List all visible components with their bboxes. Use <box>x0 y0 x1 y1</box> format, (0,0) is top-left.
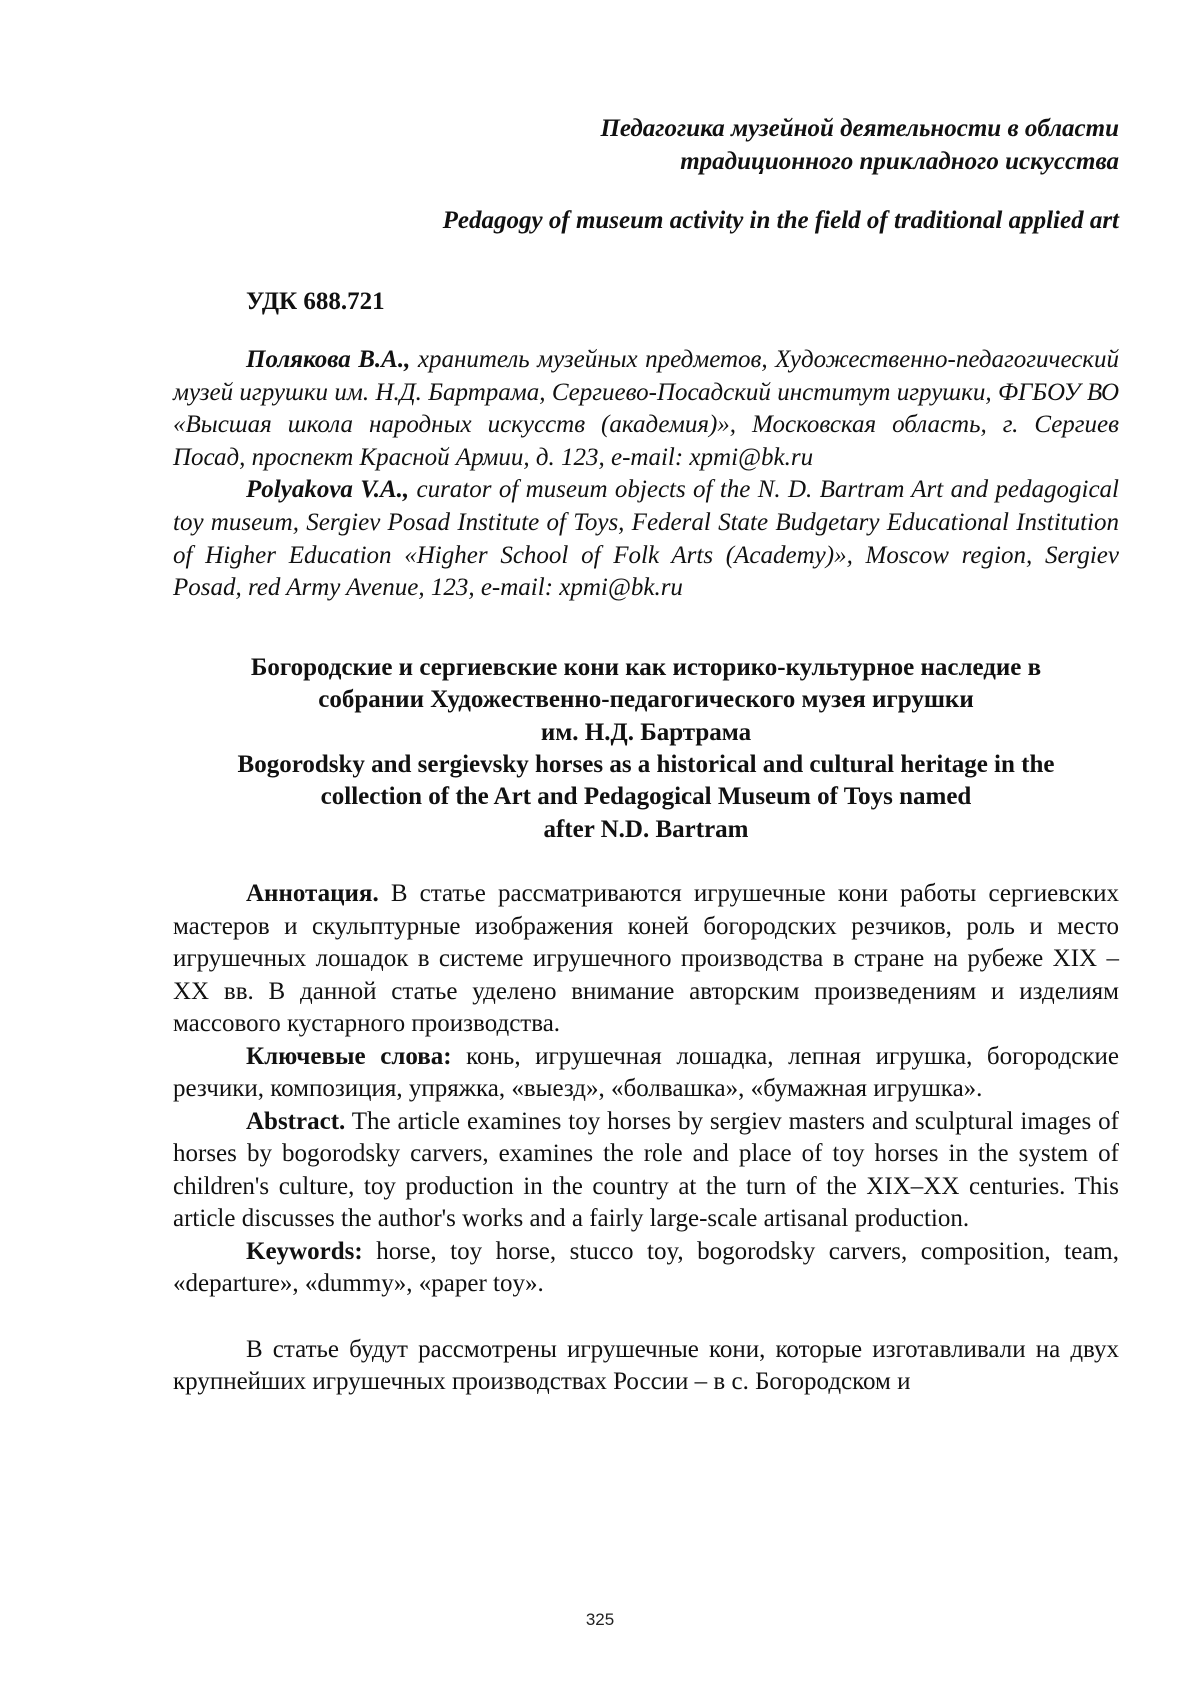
article-title-ru-line2: собрании Художественно-педагогического музея игрушки <box>318 686 974 714</box>
author-name-en: Polyakova V.A., <box>246 476 410 504</box>
author-details-en: curator of museum objects of the N. D. Bartram Art and pedagogical toy museum, Sergiev Posad Institute of Toys, Federal State Budgetary Educational Institution of Higher Education «Higher School of Folk Arts (Academy)», Moscow region, Sergiev Posad, red Army Avenue, 123, e-mail: xpmi@bk.ru <box>173 476 1119 602</box>
author-name-ru: Полякова В.А., <box>246 346 411 373</box>
article-title-ru-line3: им. Н.Д. Бартрама <box>540 718 752 746</box>
annotation-label: Аннотация. <box>246 880 379 908</box>
author-info-ru <box>173 344 1119 474</box>
keywords-en-text: horse, toy horse, stucco toy, bogorodsky carvers, composition, team, «departure», «dummy», «paper toy». <box>173 1237 1119 1298</box>
article-title-en-line1: Bogorodsky and sergievsky horses as a historical and cultural heritage in the <box>237 750 1055 778</box>
article-title <box>173 652 1119 846</box>
article-title-en-line2: collection of the Art and Pedagogical Museum of Toys named <box>320 783 972 811</box>
page-content <box>173 112 1119 1399</box>
article-title-en-line3: after N.D. Bartram <box>543 815 749 843</box>
body-paragraph: В статье будут рассмотрены игрушечные кони, которые изготавливали на двух крупнейших игрушечных производствах России – в с. Богородском и <box>173 1335 1119 1396</box>
abstract-paragraph <box>173 1106 1119 1236</box>
article-title-ru-line1: Богородские и сергиевские кони как историко-культурное наследие в <box>250 653 1042 681</box>
keywords-ru-paragraph <box>173 1041 1119 1106</box>
section-heading-en: Pedagogy of museum activity in the field of traditional applied art <box>442 207 1119 234</box>
section-heading-ru <box>173 112 1119 178</box>
section-heading-ru-line1: Педагогика музейной деятельности в области <box>600 115 1119 142</box>
keywords-ru-text: конь, игрушечная лошадка, лепная игрушка, богородские резчики, композиция, упряжка, «выезд», «болвашка», «бумажная игрушка». <box>173 1042 1119 1103</box>
keywords-en-paragraph <box>173 1236 1119 1301</box>
author-details-ru: хранитель музейных предметов, Художественно-педагогический музей игрушки им. Н.Д. Бартрама, Сергиево-Посадский институт игрушки, ФГБОУ ВО «Высшая школа народных искусств (академия)», Московская область, г. Сергиев Посад, проспект Красной Армии, д. 123, e-mail: xpmi@bk.ru <box>173 346 1119 471</box>
abstract-label: Abstract. <box>246 1107 346 1135</box>
keywords-en-label: Keywords: <box>246 1237 363 1265</box>
page-number: 325 <box>585 1610 615 1629</box>
abstract-text: The article examines toy horses by sergiev masters and sculptural images of horses by bogorodsky carvers, examines the role and place of toy horses in the system of children's culture, toy production in the country at the turn of the XIX–XX centuries. This article discusses the author's works and a fairly large-scale artisanal production. <box>173 1107 1119 1233</box>
author-info-en <box>173 474 1119 604</box>
section-heading-ru-line2: традиционного прикладного искусства <box>680 148 1119 175</box>
annotation-text: В статье рассматриваются игрушечные кони работы сергиевских мастеров и скульптурные изображения коней богородских резчиков, роль и место игрушечных лошадок в системе игрушечного производства в стране на рубеже XIX – XX вв. В данной статье уделено внимание авторским произведениям и изделиям массового кустарного производства. <box>173 880 1119 1038</box>
udk-code: УДК 688.721 <box>246 288 385 315</box>
annotation-paragraph <box>173 878 1119 1041</box>
keywords-ru-label: Ключевые слова: <box>246 1042 452 1070</box>
